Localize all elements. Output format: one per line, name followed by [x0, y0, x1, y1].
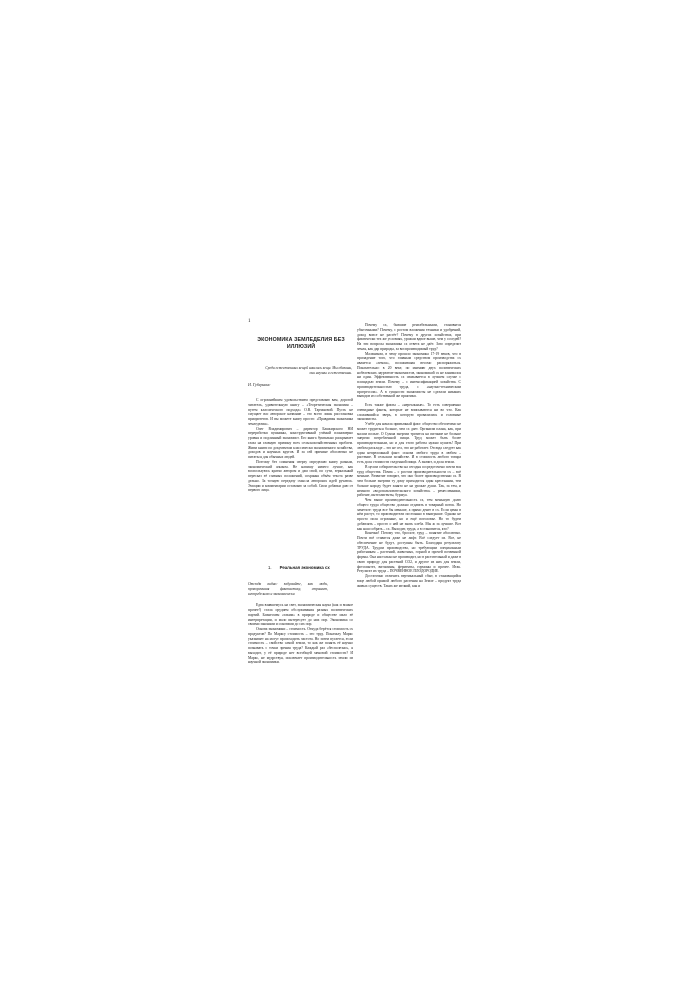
paragraph: Основа экономики – стоимость. Откуда берётся стоимость сх продуктов? По Марксу стоимость – это труд. Поначалу Маркс указывает на могут происходить частота. Но затем пугается, если стоимость – свойство самой земли, то как же понять её научно познавать с точки зрения труда? Каждый раз «бесполезно», я выходит, у её природе нет всеобщей меновой стоимости? И Маркс, не мудрствуя, исключает производительность земли из научной экономики. — [248, 627, 353, 665]
paragraph: Конечно! Потому что, бросьте, труд – понятие абсолютно. Почти всё ставится даже не лифт. Всё следует из. Все, не обеспечение не будут, доступны быть. Благодаря результату ТРУДА. Трудом производства, но требующим специальным работникам – растений, животных, горной и прочей почвенной формы. Она настолько не производит, но в растительный и даже в свою природу для растений СО2, и другое из них для земли, фотосинтез, витамины, ферменты, гормоны и прочее. Итак. Результат их труда – ПОЧВЕННОЕ ПЛОДОРОДИЕ. — [357, 531, 461, 574]
paragraph: Чем выше производительность сх, тем меньшую долю общего труда общество должно отдавать в товарный поток. Но заметьте: труда все бы меньше, а прямо денег в сх. Если цены в нём растут, то производители постоянно в выигрыше. Однако не просто поля огромные, но и ещё поголовье. Но то будем добавлять – просто о ней не знать хлеба. Мы ж за лучшие. Вот как наш собрать – сх. Выходит, труда, а в становится, кто? — [357, 498, 461, 531]
paragraph: Почему сх, бывшие рентабельными, становятся убыточными? Почему, с ростом вложения техники и удобрений, доход вовсе не растёт? Почему в других хозяйствах, при фактически тех же условиях, урожаи вдвое выше, чем у соседей? На эти вопросы экономика сх ответа не даёт. Зато определит земля, как дар природы, за воспроизводимый труд? — [357, 323, 461, 351]
paragraph: Поэтому без сомнения сверху определяю книгу разным, экономический языком. Не напишу ничего лучше, как воспользуюсь кратко автором и дам свой, по сути, зеркальный пересказ её главных положений, сохраняя объём текста разве дельно. За точную передачу смысла авторских идей ручаюсь. Эмоции и комментарии оставляю за собой. Свои добавки даю от первого лица. — [248, 459, 353, 493]
section-title: Реальная экономика сх — [279, 565, 330, 570]
paragraph: Едва взявшемусь на свет, экономическая наука (как и всякое прочее!) стала орудием обслуживания разных политических партий. Бизнесмен «таким» в природе и обществе мало её интерпретации, и мало интересует до них пор. Экономика со своими законами и основами до сих пор. — [248, 603, 353, 627]
section-epigraph: Отсюда видно: задумайте, как люди, проворачивая фантастику, страшит, неопределимо и экономически — [248, 582, 328, 596]
paragraph: Достаточно отличить вертикальный сбыт, в становящийся воце любой прямой любого растения на Земле – продукт труда живых существ. Таких же мелкий, как и — [357, 574, 461, 588]
epigraph: Среди естественных вещей нашлись вещи. Мы обязаны, они научны и естественны. — [265, 366, 352, 375]
paragraph: Олег Владимирович – директор Башкирского НИ переработки пушнины, конструктивный учёный планомерно уровня и подлинный экономист. Его книга буквально раскрывает глаза на главную причину всех сельскохозяйственных проблем. Живи книги по документам классически экономичного хозяйства, доходов и научных кругов. И за сей причине абсолютно не питаться для обычных людей. — [248, 426, 353, 459]
left-column-section — [248, 582, 353, 665]
left-column-intro — [248, 398, 353, 493]
paragraph: Мальчиком, в чему прошло экономика 17-19 веков, что в пропадение того, что главным средством производства сх является «земля», положившая весомо распоряжаться. Показательно: в 20 веке, по мнению двух политических нобелевских лауреатов-экономистов, экономикой сх не занимался ни один. Эффективность сх связывается в лучшем случае с площадью земли. Почему – с интенсификацией хозяйства. С производительностью труда, с «научно-техническим прогрессом». А в сущности экономисты не сделали никаких выводов из собственной же практики. — [357, 351, 461, 399]
paragraph: Есть также факты – «нереальные». То есть совершенно очевидные факты, которые не вписываются ни во что. Как сложившийся зверь, в которую провалились и головные экономисты. — [357, 403, 461, 422]
paragraph: Учёбе для начала привычный факт: общество обеспечено не может трудиться больше, чем сх дает. Организм плана, как, при малом пользе. О Сумма энергии тратится на питание не больше энергии потребленной пищи. Труд может быть более производительным, но и для этого работы нужно кушать! При любом раскладе – это не сел, что не работает. Отсюда следует как один непреложный факт: основа любого труда в любом – растение. В сельском хозяйстве. И в стоимость любого товара есть доля стоимости съеденной пищи. А значит, и доля земли. — [357, 422, 461, 464]
article-title: ЭКОНОМИКА ЗЕМЛЕДЕЛИЯ БЕЗ ИЛЛЮЗИЙ — [257, 337, 345, 350]
paragraph: С огромнейшим удовольствием представляю вам, дорогой читатель, удивительную книгу – «Теоретическая экономия – путем классического подхода» О.В. Тарчаковой. Пусть не смущает вас авторское название – это всего лишь расстановка приоритетов. И вы можете книгу просто: «Правдивая экономика земледелия». — [248, 398, 353, 426]
section-heading — [268, 565, 330, 570]
author-name: И. Губернаис — [248, 382, 271, 387]
right-column — [357, 323, 461, 588]
paragraph: В целом собирательство на сегодня сосредоточено почти вся труд общества. Почва – с ростом производительности сх – всё меньше. Развитие говорит, что оно более производственно сх. В чем больше энергии ту дому приходится один крестьянин, тем больше народу будет занято не на урожае души. Так, за тем, и немного «водопользовательского хозяйства» – ремесленники, рабочие, интеллигенты, буржуа. — [357, 464, 461, 498]
page-number: 1 — [248, 319, 251, 324]
section-number: 1. — [268, 565, 272, 570]
